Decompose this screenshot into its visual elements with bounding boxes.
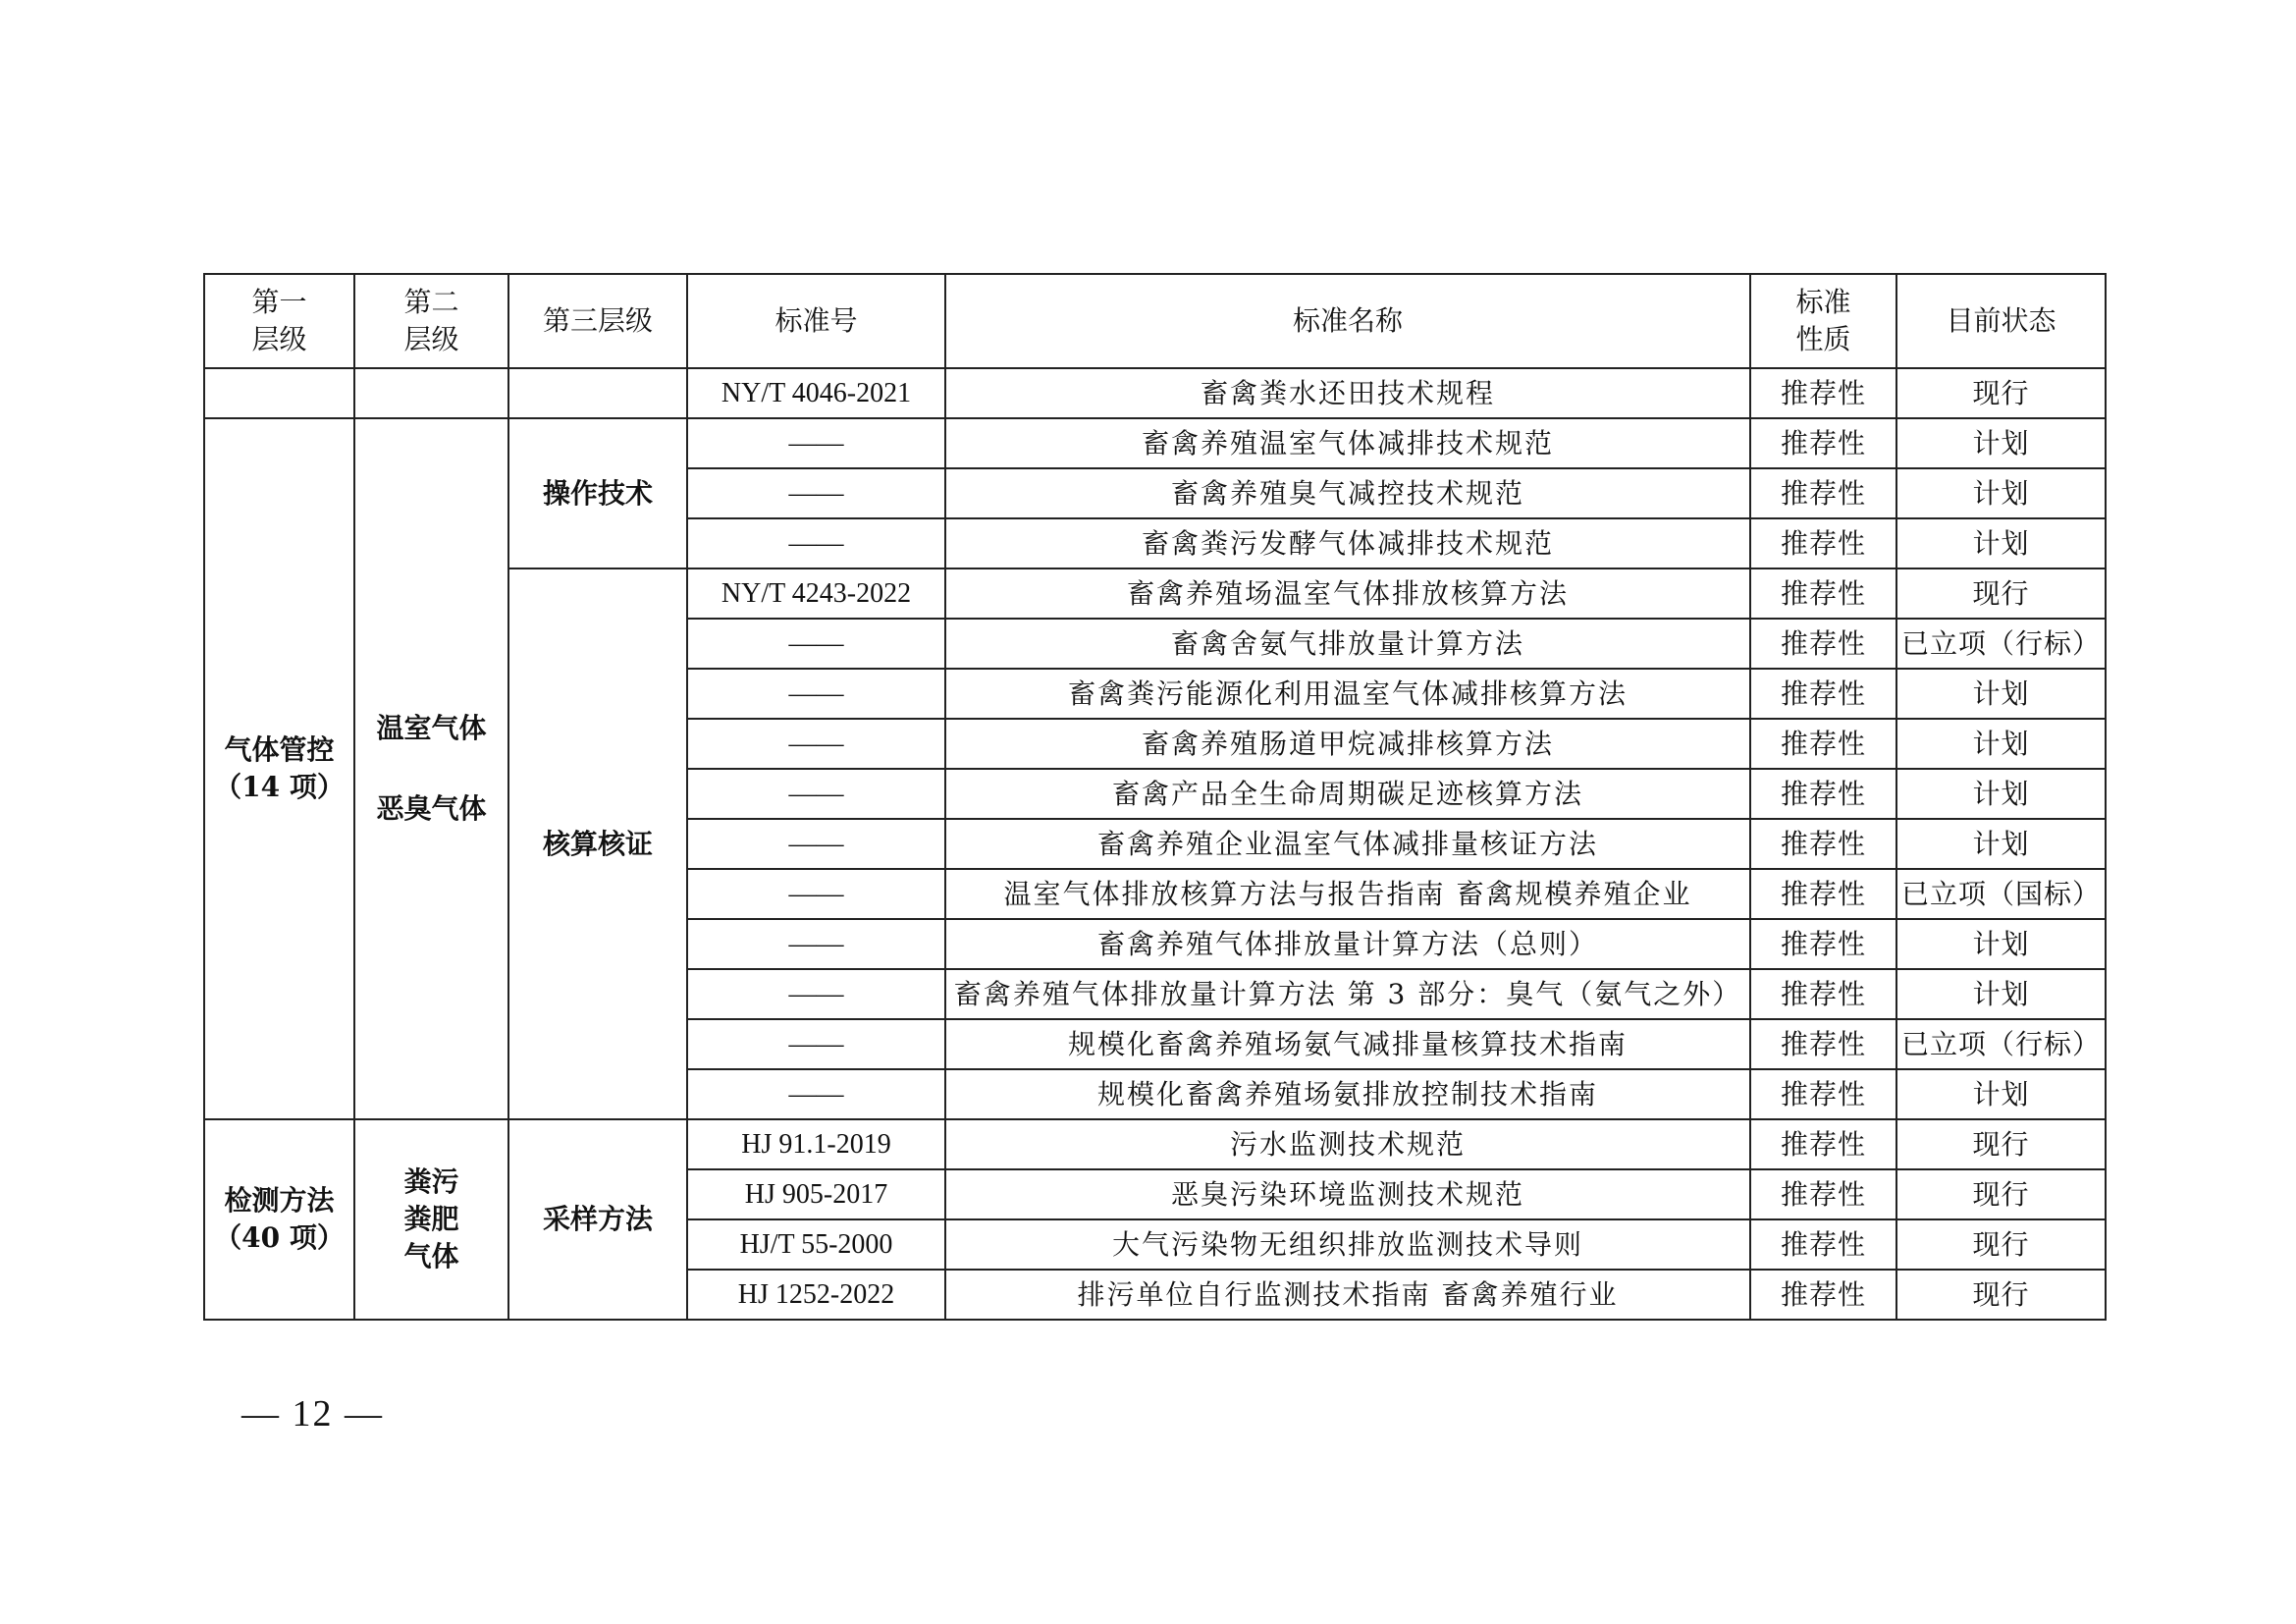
std-prop: 推荐性: [1750, 619, 1896, 669]
std-prop: 推荐性: [1750, 969, 1896, 1019]
std-prop: 推荐性: [1750, 1019, 1896, 1069]
std-number: ——: [687, 418, 945, 468]
std-prop: 推荐性: [1750, 869, 1896, 919]
page-number: — 12 —: [241, 1393, 384, 1435]
header-row: [204, 274, 2106, 368]
std-status: 计划: [1896, 669, 2106, 719]
table-row: [204, 368, 2106, 418]
std-name: 畜禽粪污发酵气体减排技术规范: [945, 518, 1750, 568]
std-name: 畜禽养殖温室气体减排技术规范: [945, 418, 1750, 468]
std-prop: 推荐性: [1750, 518, 1896, 568]
std-name: 污水监测技术规范: [945, 1119, 1750, 1169]
std-status: 计划: [1896, 919, 2106, 969]
std-number: ——: [687, 769, 945, 819]
std-number: ——: [687, 518, 945, 568]
std-status: 现行: [1896, 1119, 2106, 1169]
std-name: 排污单位自行监测技术指南 畜禽养殖行业: [945, 1270, 1750, 1320]
std-number: ——: [687, 819, 945, 869]
std-name: 温室气体排放核算方法与报告指南 畜禽规模养殖企业: [945, 869, 1750, 919]
gas-level1: 气体管控 （14 项）: [204, 418, 354, 1119]
std-name: 畜禽粪水还田技术规程: [945, 368, 1750, 418]
std-number: ——: [687, 669, 945, 719]
detect-level2: 粪污 粪肥 气体: [354, 1119, 508, 1320]
std-name: 规模化畜禽养殖场氨排放控制技术指南: [945, 1069, 1750, 1119]
header-status: 目前状态: [1896, 274, 2106, 368]
table-row: [204, 418, 2106, 468]
std-name: 大气污染物无组织排放监测技术导则: [945, 1219, 1750, 1270]
empty-cell: [354, 368, 508, 418]
header-level2: 第二 层级: [354, 274, 508, 368]
std-name: 畜禽养殖气体排放量计算方法 第 3 部分：臭气（氨气之外）: [945, 969, 1750, 1019]
std-number: ——: [687, 1069, 945, 1119]
std-number: HJ 91.1-2019: [687, 1119, 945, 1169]
std-number: ——: [687, 468, 945, 518]
header-std-name: 标准名称: [945, 274, 1750, 368]
std-name: 畜禽养殖肠道甲烷减排核算方法: [945, 719, 1750, 769]
std-name: 规模化畜禽养殖场氨气减排量核算技术指南: [945, 1019, 1750, 1069]
detect-level1: 检测方法 （40 项）: [204, 1119, 354, 1320]
header-level3: 第三层级: [508, 274, 687, 368]
std-status: 计划: [1896, 969, 2106, 1019]
std-prop: 推荐性: [1750, 1219, 1896, 1270]
std-name: 恶臭污染环境监测技术规范: [945, 1169, 1750, 1219]
std-number: HJ 905-2017: [687, 1169, 945, 1219]
std-name: 畜禽产品全生命周期碳足迹核算方法: [945, 769, 1750, 819]
std-prop: 推荐性: [1750, 719, 1896, 769]
std-number: ——: [687, 719, 945, 769]
std-prop: 推荐性: [1750, 568, 1896, 619]
std-status: 计划: [1896, 719, 2106, 769]
std-prop: 推荐性: [1750, 819, 1896, 869]
std-status: 现行: [1896, 368, 2106, 418]
std-number: HJ 1252-2022: [687, 1270, 945, 1320]
std-number: NY/T 4243-2022: [687, 568, 945, 619]
std-status: 已立项（行标）: [1896, 619, 2106, 669]
std-number: ——: [687, 869, 945, 919]
std-prop: 推荐性: [1750, 919, 1896, 969]
std-number: HJ/T 55-2000: [687, 1219, 945, 1270]
header-level1: 第一 层级: [204, 274, 354, 368]
std-status: 现行: [1896, 1219, 2106, 1270]
std-status: 计划: [1896, 418, 2106, 468]
std-number: ——: [687, 919, 945, 969]
std-status: 计划: [1896, 769, 2106, 819]
std-status: 计划: [1896, 518, 2106, 568]
empty-cell: [508, 368, 687, 418]
std-prop: 推荐性: [1750, 669, 1896, 719]
std-status: 已立项（行标）: [1896, 1019, 2106, 1069]
header-std-prop: 标准 性质: [1750, 274, 1896, 368]
std-status: 计划: [1896, 1069, 2106, 1119]
std-name: 畜禽粪污能源化利用温室气体减排核算方法: [945, 669, 1750, 719]
gas-sub-operation: 操作技术: [508, 418, 687, 568]
std-number: NY/T 4046-2021: [687, 368, 945, 418]
standards-table: [203, 273, 2107, 1321]
std-number: ——: [687, 969, 945, 1019]
std-status: 计划: [1896, 468, 2106, 518]
std-prop: 推荐性: [1750, 418, 1896, 468]
std-status: 现行: [1896, 1169, 2106, 1219]
std-prop: 推荐性: [1750, 1069, 1896, 1119]
header-std-no: 标准号: [687, 274, 945, 368]
std-number: ——: [687, 1019, 945, 1069]
std-status: 现行: [1896, 568, 2106, 619]
gas-level2: 温室气体 恶臭气体: [354, 418, 508, 1119]
std-prop: 推荐性: [1750, 1119, 1896, 1169]
std-prop: 推荐性: [1750, 368, 1896, 418]
std-prop: 推荐性: [1750, 1169, 1896, 1219]
std-status: 现行: [1896, 1270, 2106, 1320]
detect-sub-sampling: 采样方法: [508, 1119, 687, 1320]
std-prop: 推荐性: [1750, 468, 1896, 518]
std-status: 计划: [1896, 819, 2106, 869]
empty-cell: [204, 368, 354, 418]
std-prop: 推荐性: [1750, 1270, 1896, 1320]
gas-sub-calculation: 核算核证: [508, 568, 687, 1119]
std-prop: 推荐性: [1750, 769, 1896, 819]
table-row: [204, 1119, 2106, 1169]
std-name: 畜禽养殖场温室气体排放核算方法: [945, 568, 1750, 619]
std-name: 畜禽养殖臭气减控技术规范: [945, 468, 1750, 518]
std-name: 畜禽舍氨气排放量计算方法: [945, 619, 1750, 669]
std-name: 畜禽养殖气体排放量计算方法（总则）: [945, 919, 1750, 969]
std-status: 已立项（国标）: [1896, 869, 2106, 919]
std-number: ——: [687, 619, 945, 669]
std-name: 畜禽养殖企业温室气体减排量核证方法: [945, 819, 1750, 869]
